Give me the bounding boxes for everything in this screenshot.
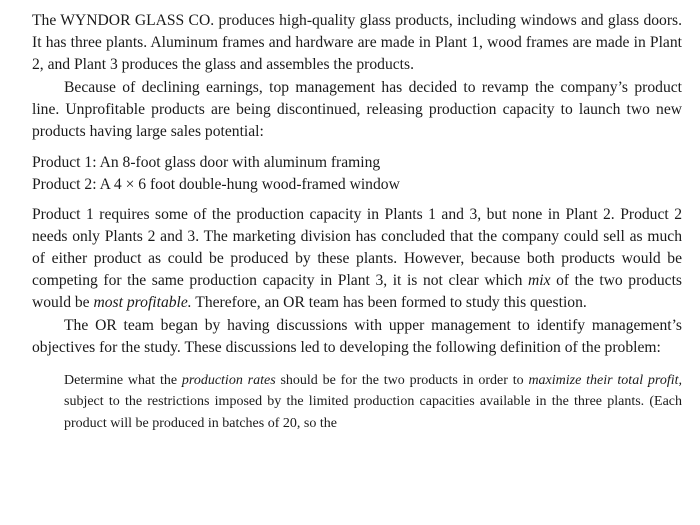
paragraph-text: Therefore, an OR team has been formed to study this question. (191, 294, 587, 312)
quote-text: subject to the restrictions imposed by the limited production capacities available in the three plants. (Each product will be produced in batches of 20, so the (64, 394, 682, 431)
emphasis-production-rates: production rates (181, 373, 276, 389)
paragraph-or-team (32, 315, 682, 359)
emphasis-maximize-profit: maximize their total profit, (528, 373, 683, 389)
paragraph-text: Because of declining earnings, top management has decided to revamp the company’s product line. Unprofitable products are being discontinued, releasing production capacity to launch two new products having large sales potential: (32, 78, 682, 141)
emphasis-most-profitable: most profitable. (93, 294, 192, 312)
quote-text: Determine what the (64, 373, 182, 389)
product-list (32, 152, 682, 196)
product-item-2: Product 2: A 4 × 6 foot double-hung wood-framed window (32, 176, 400, 194)
paragraph-capacity (32, 204, 682, 315)
paragraph-management (32, 77, 682, 144)
paragraph-text: The WYNDOR GLASS CO. produces high-quality glass products, including windows and glass doors. It has three plants. Aluminum frames and hardware are made in Plant 1, wood frames are made in Plant 2, and Plant 3 produces the glass and assembles the products. (32, 12, 682, 74)
paragraph-intro (32, 10, 682, 77)
paragraph-text: of the two products would be (32, 272, 682, 312)
product-item-1: Product 1: An 8-foot glass door with aluminum framing (32, 154, 381, 172)
paragraph-text: The OR team began by having discussions with upper management to identify management’s objectives for the study. These discussions led to developing the following definition of the problem: (32, 316, 682, 356)
quote-text: should be for the two products in order to (275, 373, 529, 389)
problem-definition-quote (64, 370, 682, 434)
emphasis-mix: mix (528, 272, 551, 290)
paragraph-text: Product 1 requires some of the production capacity in Plants 1 and 3, but none in Plant 2. Product 2 needs only Plants 2 and 3. The marketing division has concluded that the company could sell as much of either product as could be produced by these plants. However, because both products would be competing for the same production capacity in Plant 3, it is not clear which (32, 205, 682, 290)
document-page (32, 10, 682, 434)
